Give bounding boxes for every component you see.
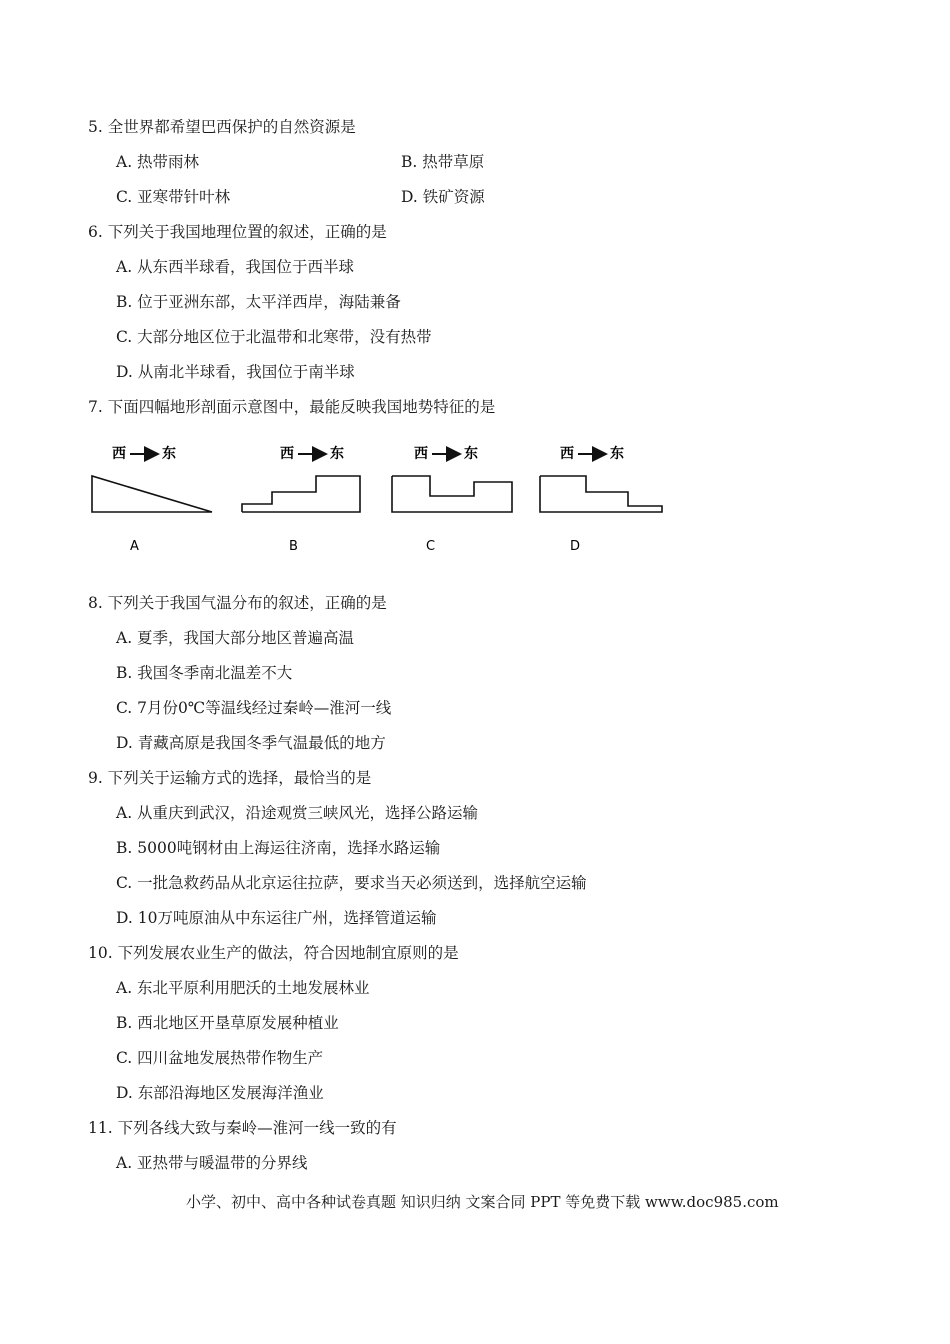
profile-c-east: 东: [464, 446, 478, 462]
q6-option-b: B. 位于亚洲东部，太平洋西岸，海陆兼备: [116, 293, 401, 311]
profile-d-east: 东: [610, 446, 624, 462]
q9-option-d: D. 10万吨原油从中东运往广州，选择管道运输: [116, 909, 437, 927]
q10-option-c: C. 四川盆地发展热带作物生产: [116, 1049, 324, 1067]
profile-a-east: 东: [162, 446, 176, 462]
profile-a-label: A: [130, 539, 139, 554]
q10-option-b: B. 西北地区开垦草原发展种植业: [116, 1014, 339, 1032]
profile-b-east: 东: [330, 446, 344, 462]
q9-option-b: B. 5000吨钢材由上海运往济南，选择水路运输: [116, 839, 441, 857]
profile-c-shape: [392, 476, 512, 512]
profile-c-west: 西: [414, 446, 428, 462]
q11-stem: 11. 下列各线大致与秦岭—淮河一线一致的有: [88, 1119, 397, 1137]
profile-d-west: 西: [560, 446, 574, 462]
q8-option-d: D. 青藏高原是我国冬季气温最低的地方: [116, 734, 386, 752]
page-footer: 小学、初中、高中各种试卷真题 知识归纳 文案合同 PPT 等免费下载 www.doc985.com: [186, 1193, 779, 1211]
profile-d-label: D: [570, 539, 581, 554]
q8-option-c: C. 7月份0℃等温线经过秦岭—淮河一线: [116, 699, 392, 717]
q5-option-b: B. 热带草原: [401, 153, 485, 171]
profile-b: [242, 445, 360, 554]
profile-b-west: 西: [280, 446, 294, 462]
q7-stem: 7. 下面四幅地形剖面示意图中，最能反映我国地势特征的是: [88, 398, 496, 416]
q10-stem: 10. 下列发展农业生产的做法，符合因地制宜原则的是: [88, 944, 459, 962]
q8-option-b: B. 我国冬季南北温差不大: [116, 664, 293, 682]
profile-c: [392, 445, 512, 554]
q10-option-d: D. 东部沿海地区发展海洋渔业: [116, 1084, 324, 1102]
profile-b-label: B: [289, 539, 298, 554]
q9-stem: 9. 下列关于运输方式的选择，最恰当的是: [88, 769, 372, 787]
terrain-profile-figure: [84, 428, 676, 558]
profile-c-label: C: [426, 539, 436, 554]
q11-option-a: A. 亚热带与暖温带的分界线: [116, 1154, 308, 1172]
q5-option-a: A. 热带雨林: [116, 153, 200, 171]
q5-option-d: D. 铁矿资源: [401, 188, 485, 206]
terrain-profile-svg: [84, 428, 676, 558]
q9-option-c: C. 一批急救药品从北京运往拉萨，要求当天必须送到，选择航空运输: [116, 874, 587, 892]
q6-stem: 6. 下列关于我国地理位置的叙述，正确的是: [88, 223, 387, 241]
profile-a-west: 西: [112, 446, 126, 462]
q5-option-c: C. 亚寒带针叶林: [116, 188, 231, 206]
q9-option-a: A. 从重庆到武汉，沿途观赏三峡风光，选择公路运输: [116, 804, 479, 822]
profile-d: [540, 445, 662, 554]
profile-b-shape: [242, 476, 360, 512]
profile-a-shape: [92, 476, 212, 512]
q5-stem: 5. 全世界都希望巴西保护的自然资源是: [88, 118, 356, 136]
profile-d-shape: [540, 476, 662, 512]
q8-option-a: A. 夏季，我国大部分地区普遍高温: [116, 629, 355, 647]
profile-a: [92, 445, 212, 554]
q6-option-c: C. 大部分地区位于北温带和北寒带，没有热带: [116, 328, 432, 346]
q8-stem: 8. 下列关于我国气温分布的叙述，正确的是: [88, 594, 387, 612]
q6-option-d: D. 从南北半球看，我国位于南半球: [116, 363, 355, 381]
q10-option-a: A. 东北平原利用肥沃的土地发展林业: [116, 979, 370, 997]
q6-option-a: A. 从东西半球看，我国位于西半球: [116, 258, 355, 276]
